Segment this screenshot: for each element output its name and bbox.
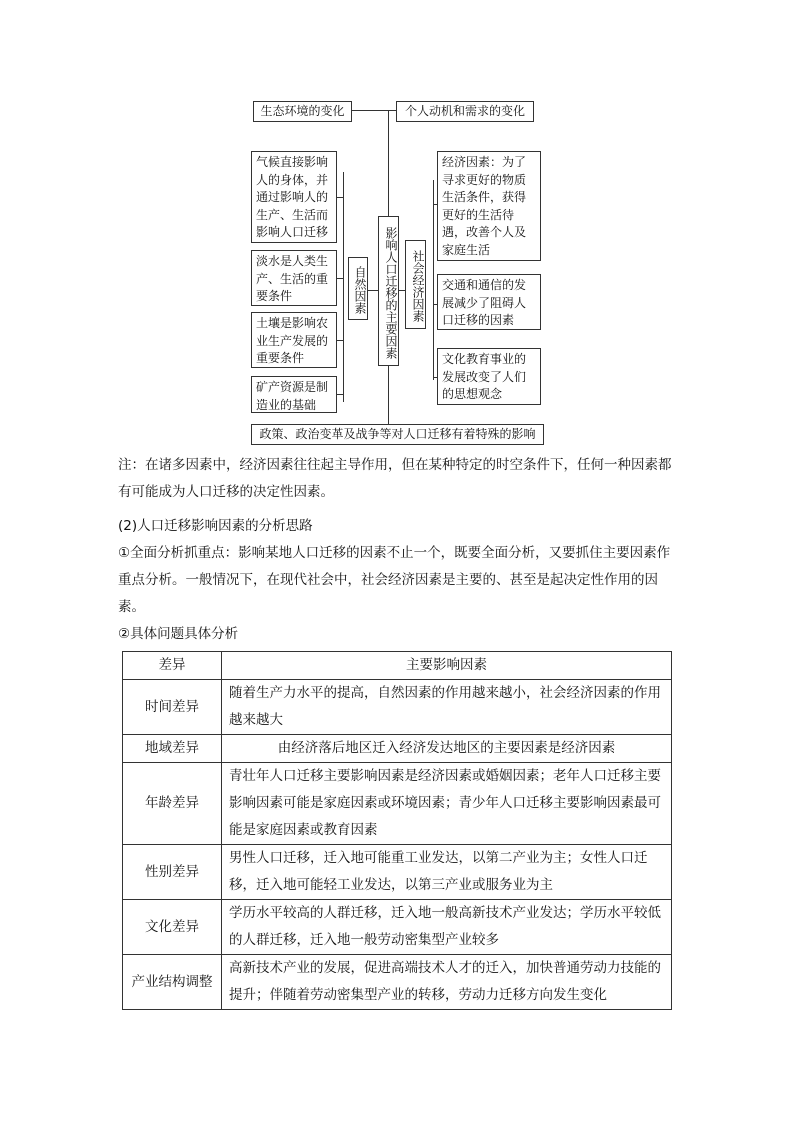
soc-item-education: 文化教育事业的发展改变了人们的思想观念	[437, 348, 541, 405]
row-key: 产业结构调整	[123, 955, 222, 1010]
nat-item-soil: 土壤是影响农业生产发展的重要条件	[251, 312, 337, 368]
point-one: ①全面分析抓重点：影响某地人口迁移的因素不止一个，既要全面分析，又要抓住主要因素作重点分析。一般情况下，在现代社会中，社会经济因素是主要的、甚至是起决定性作用的因素。	[118, 545, 671, 615]
policy-box: 政策、政治变革及战争等对人口迁移有着特殊的影响	[251, 424, 544, 445]
natural-factors-box: 自然因素	[348, 257, 368, 320]
nat-item-climate: 气候直接影响人的身体，并通过影响人的生产、生活而影响人口迁移	[251, 151, 337, 243]
table-row	[123, 845, 672, 900]
row-value: 男性人口迁移，迁入地可能重工业发达，以第二产业为主；女性人口迁移，迁入地可能轻工业发达，以第三产业或服务业为主	[222, 845, 672, 900]
row-value: 由经济落后地区迁入经济发达地区的主要因素是经济因素	[222, 735, 672, 763]
point-two: ②具体问题具体分析	[118, 626, 239, 642]
main-factors-box: 影响人口迁移的主要因素	[378, 216, 399, 366]
row-key: 时间差异	[123, 680, 222, 735]
row-value: 随着生产力水平的提高，自然因素的作用越来越小，社会经济因素的作用越来越大	[222, 680, 672, 735]
soc-item-economy: 经济因素：为了寻求更好的物质生活条件，获得更好的生活待遇，改善个人及家庭生活	[437, 151, 541, 261]
connector-nat-3	[336, 340, 344, 341]
table-row	[123, 900, 672, 955]
connector-nat-v	[343, 172, 344, 402]
nat-item-minerals: 矿产资源是制造业的基础	[251, 376, 337, 413]
connector-nat-2	[336, 278, 344, 279]
row-value: 青壮年人口迁移主要影响因素是经济因素或婚姻因素；老年人口迁移主要影响因素可能是家庭因素或环境因素；青少年人口迁移主要影响因素最可能是家庭因素或教育因素	[222, 763, 672, 845]
social-factors-box: 社会经济因素	[405, 240, 426, 329]
row-key: 性别差异	[123, 845, 222, 900]
factor-table	[122, 651, 672, 1010]
row-value: 高新技术产业的发展，促进高端技术人才的迁入，加快普通劳动力技能的提升；伴随着劳动密集型产业的转移，劳动力迁移方向发生变化	[222, 955, 672, 1010]
table-row	[123, 955, 672, 1010]
soc-item-transport: 交通和通信的发展减少了阻碍人口迁移的因素	[437, 274, 541, 330]
section-heading: (2)人口迁移影响因素的分析思路	[118, 518, 313, 534]
row-key: 文化差异	[123, 900, 222, 955]
header-diff: 差异	[123, 652, 222, 680]
eco-change-box: 生态环境的变化	[253, 101, 352, 122]
row-value: 学历水平较高的人群迁移，迁入地一般高新技术产业发达；学历水平较低的人群迁移，迁入地一般劳动密集型产业较多	[222, 900, 672, 955]
table-header-row	[123, 652, 672, 680]
row-key: 地域差异	[123, 735, 222, 763]
connector-nat-4	[336, 394, 344, 395]
table-row	[123, 680, 672, 735]
connector-top-h	[351, 110, 396, 111]
row-key: 年龄差异	[123, 763, 222, 845]
header-factor: 主要影响因素	[222, 652, 672, 680]
connector-soc-v	[433, 180, 434, 380]
note-paragraph: 注：在诸多因素中，经济因素往往起主导作用，但在某种特定的时空条件下，任何一种因素都有可能成为人口迁移的决定性因素。	[118, 457, 672, 500]
personal-motive-box: 个人动机和需求的变化	[396, 101, 534, 122]
table-row	[123, 735, 672, 763]
nat-item-water: 淡水是人类生产、生活的重要条件	[251, 250, 337, 306]
connector-nat-1	[336, 197, 344, 198]
table-row	[123, 763, 672, 845]
